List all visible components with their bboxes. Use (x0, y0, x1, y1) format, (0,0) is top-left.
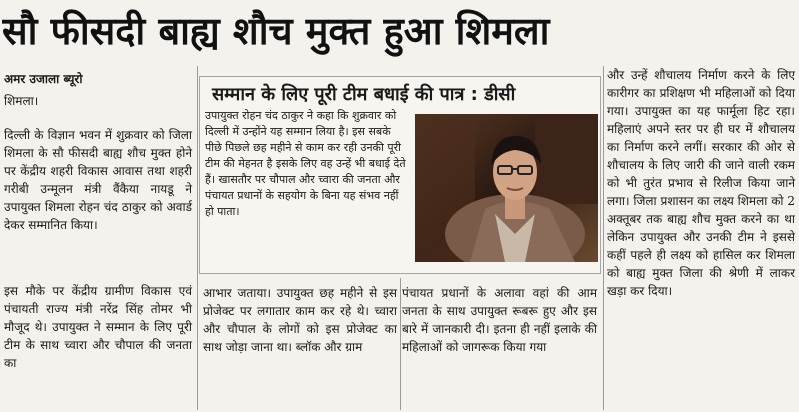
column-4 (607, 66, 795, 300)
headline: सौ फीसदी बाह्य शौच मुक्त हुआ शिमला (2, 9, 550, 53)
portrait-photo-image (415, 114, 598, 262)
portrait-photo (415, 114, 598, 262)
column-3-text: पंचायत प्रधानों के अलावा वहां की आम जनता के साथ उपायुक्त रूबरू हुए और इस बारे में जानकारी दी। इतना ही नहीं इलाके की महिलाओं को जागरूक किया गया (402, 286, 597, 354)
dateline: शिमला। (4, 94, 39, 108)
column-1-paragraph-1 (4, 126, 192, 234)
column-divider (197, 66, 198, 410)
column-1-text-2: इस मौके पर केंद्रीय ग्रामीण विकास एवं पंचायती राज्य मंत्री नरेंद्र सिंह तोमर भी मौजूद थे। उपायुक्त ने सम्मान के लिए पूरी टीम के साथ च्वारा और चौपाल की जनता का (4, 284, 192, 370)
sidebar-box-title: सम्मान के लिए पूरी टीम बधाई की पात्र : डीसी (212, 84, 516, 105)
column-divider (603, 66, 604, 410)
column-2-text: आभार जताया। उपायुक्त छह महीने से इस प्रोजेक्ट पर लगातार काम कर रहे थे। च्वारा और चौपाल के लोगों को इस प्रोजेक्ट का साथ जोड़ा जाना था। ब्लॉक और ग्राम (203, 286, 397, 354)
sidebar-box-text: उपायुक्त रोहन चंद ठाकुर ने कहा कि शुक्रवार को दिल्ली में उन्होंने यह सम्मान लिया है। इस सबके पीछे पिछले छह महीने से काम कर रही उनकी पूरी टीम की मेहनत है इसके लिए वह उन्हें भी बधाई देते हैं। खासतौर पर चौपाल और च्वारा की जनता और पंचायत प्रधानों के सहयोग के बिना यह संभव नहीं हो पाता। (205, 109, 406, 218)
byline: अमर उजाला ब्यूरो (4, 72, 83, 86)
column-divider (400, 278, 401, 410)
column-2 (203, 284, 397, 356)
column-4-text: और उन्हें शौचालय निर्माण करने के लिए कारीगर का प्रशिक्षण भी महिलाओं को दिया गया। उपायुक्त का यह फार्मूला हिट रहा। महिलाएं अपने स्तर पर ही घर में शौचालय का निर्माण करने लगीं। सरकार की ओर से शौचालय के लिए जारी की जाने वाली रकम को भी तुरंत प्रभाव से रिलीज किया जाने लगा। जिला प्रशासन का लक्ष्य शिमला को 2 अक्तूबर तक बाह्य शौच मुक्त करने का था लेकिन उपायुक्त और उनकी टीम ने इससे कहीं पहले ही लक्ष्य को हासिल कर शिमला को बाह्य मुक्त जिला की श्रेणी में लाकर खड़ा कर दिया। (607, 68, 795, 298)
column-3 (402, 284, 597, 356)
column-1-paragraph-2 (4, 282, 192, 372)
column-1-text-1: दिल्ली के विज्ञान भवन में शुक्रवार को जिला शिमला के सौ फीसदी बाह्य शौच मुक्त होने पर केंद्रीय शहरी विकास आवास तथा शहरी गरीबी उन्मूलन मंत्री वैंकैया नायडू ने उपायुक्त शिमला रोहन चंद ठाकुर को अवार्ड देकर सम्मानित किया। (4, 128, 192, 232)
